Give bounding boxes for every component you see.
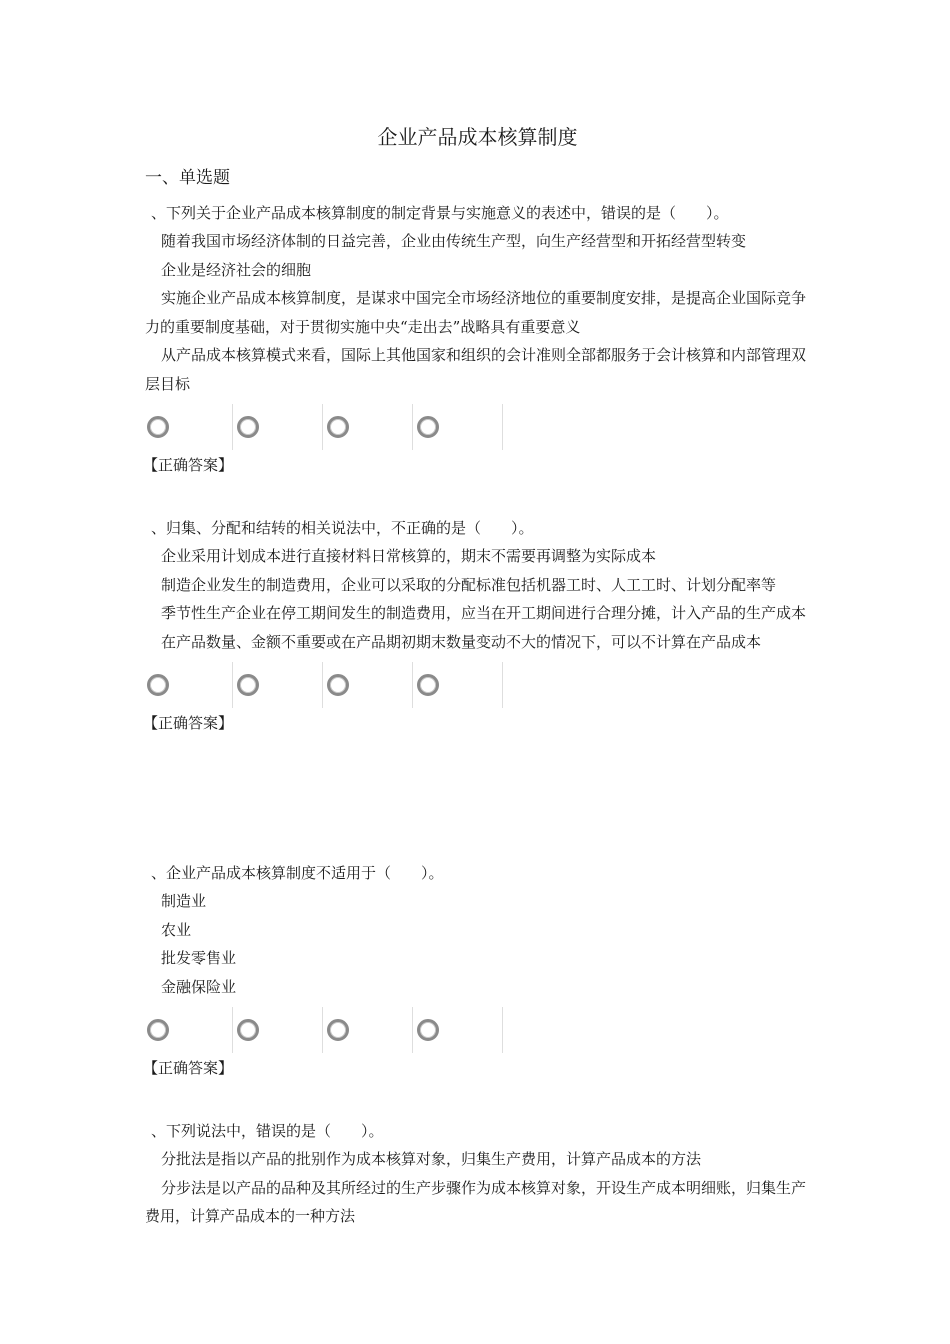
- correct-answer-label: 【正确答案】: [143, 456, 234, 474]
- choice-cell-c[interactable]: [323, 404, 413, 450]
- radio-button-b[interactable]: [237, 1019, 259, 1041]
- radio-button-a[interactable]: [147, 674, 169, 696]
- choice-cell-d[interactable]: [413, 662, 503, 708]
- choice-cell-b[interactable]: [233, 1007, 323, 1053]
- choice-cell-d[interactable]: [413, 404, 503, 450]
- option-c: 季节性生产企业在停工期间发生的制造费用，应当在开工期间进行合理分摊，计入产品的生产成本: [161, 604, 807, 622]
- answer-choices: [143, 1007, 810, 1053]
- radio-button-a[interactable]: [147, 1019, 169, 1041]
- option-a: 随着我国市场经济体制的日益完善，企业由传统生产型，向生产经营型和开拓经营型转变: [161, 232, 747, 250]
- section-heading: 一、单选题: [145, 168, 230, 188]
- choice-cell-a[interactable]: [143, 1007, 233, 1053]
- option-b: 农业: [161, 920, 192, 939]
- answer-choices: [143, 404, 810, 450]
- option-d: 从产品成本核算模式来看，国际上其他国家和组织的会计准则全部都服务于会计核算和内部管理双层目标: [145, 346, 807, 393]
- radio-button-c[interactable]: [327, 1019, 349, 1041]
- question-stem: 、下列关于企业产品成本核算制度的制定背景与实施意义的表述中，错误的是（ ）。: [151, 204, 729, 222]
- option-d: 在产品数量、金额不重要或在产品期初期末数量变动不大的情况下，可以不计算在产品成本: [161, 632, 762, 651]
- radio-button-b[interactable]: [237, 416, 259, 438]
- choice-cell-b[interactable]: [233, 662, 323, 708]
- choice-cell-c[interactable]: [323, 662, 413, 708]
- option-a: 制造业: [161, 892, 207, 910]
- correct-answer-label: 【正确答案】: [143, 1059, 234, 1077]
- question-2: [145, 514, 810, 736]
- question-3: [145, 859, 810, 1081]
- radio-button-d[interactable]: [417, 416, 439, 438]
- radio-button-d[interactable]: [417, 1019, 439, 1041]
- question-stem: 、归集、分配和结转的相关说法中，不正确的是（ ）。: [151, 519, 534, 537]
- question-1: [145, 199, 810, 478]
- choice-cell-a[interactable]: [143, 662, 233, 708]
- answer-choices: [143, 662, 810, 708]
- choice-cell-c[interactable]: [323, 1007, 413, 1053]
- radio-button-b[interactable]: [237, 674, 259, 696]
- question-stem: 、企业产品成本核算制度不适用于（ ）。: [151, 864, 444, 882]
- radio-button-a[interactable]: [147, 416, 169, 438]
- option-b: 制造企业发生的制造费用，企业可以采取的分配标准包括机器工时、人工工时、计划分配率等: [161, 575, 777, 594]
- question-stem: 、下列说法中，错误的是（ ）。: [151, 1122, 384, 1140]
- option-c: 批发零售业: [161, 949, 237, 967]
- choice-cell-a[interactable]: [143, 404, 233, 450]
- option-d: 金融保险业: [161, 977, 237, 996]
- radio-button-d[interactable]: [417, 674, 439, 696]
- radio-button-c[interactable]: [327, 416, 349, 438]
- option-a: 分批法是指以产品的批别作为成本核算对象，归集生产费用，计算产品成本的方法: [161, 1150, 702, 1168]
- option-b: 企业是经济社会的细胞: [161, 260, 312, 279]
- option-a: 企业采用计划成本进行直接材料日常核算的，期末不需要再调整为实际成本: [161, 547, 657, 565]
- option-b: 分步法是以产品的品种及其所经过的生产步骤作为成本核算对象，开设生产成本明细账，归集生产费用，计算产品成本的一种方法: [145, 1178, 807, 1225]
- choice-cell-b[interactable]: [233, 404, 323, 450]
- question-4: [145, 1117, 810, 1231]
- radio-button-c[interactable]: [327, 674, 349, 696]
- document-title: 企业产品成本核算制度: [377, 125, 578, 149]
- option-c: 实施企业产品成本核算制度，是谋求中国完全市场经济地位的重要制度安排，是提高企业国际竞争力的重要制度基础，对于贯彻实施中央“走出去”战略具有重要意义: [145, 289, 807, 336]
- choice-cell-d[interactable]: [413, 1007, 503, 1053]
- correct-answer-label: 【正确答案】: [143, 714, 234, 732]
